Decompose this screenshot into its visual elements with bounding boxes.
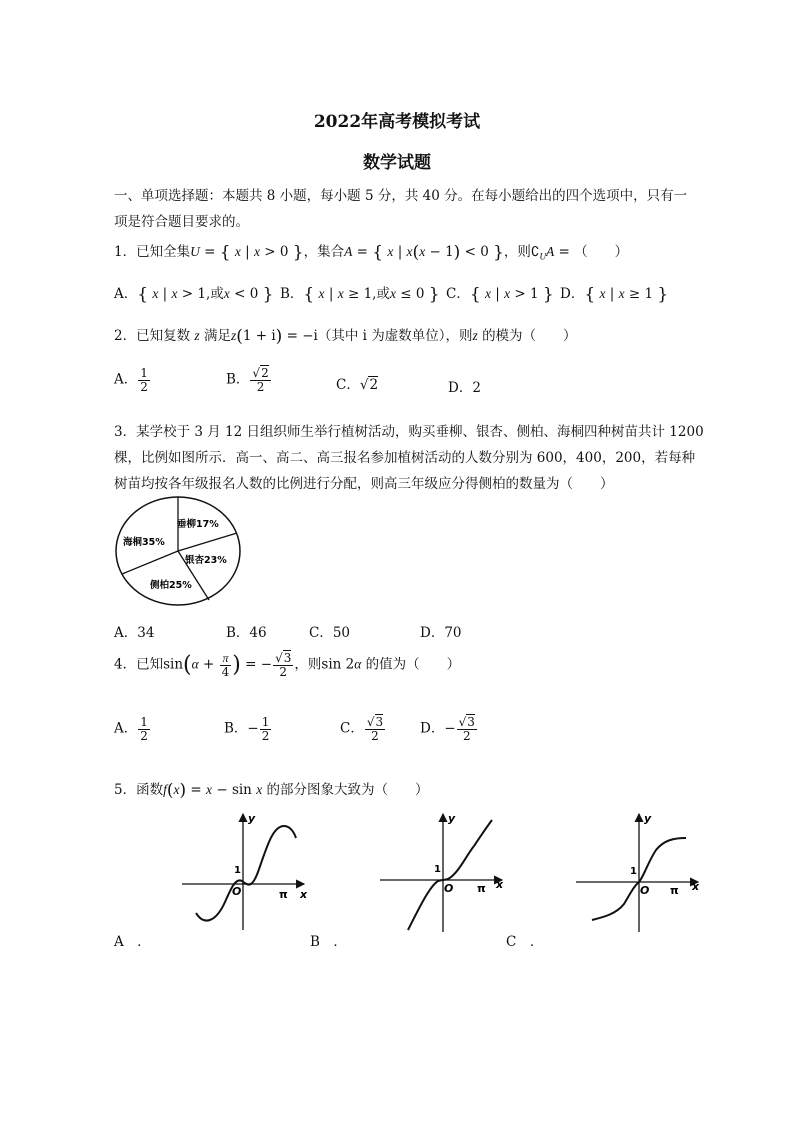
question-3-line2: 棵，比例如图所示．高一、高二、高三报名参加植树活动的人数分别为 600，400，200，若每种 bbox=[114, 450, 696, 466]
svg-text:x: x bbox=[692, 880, 700, 893]
option-2c[interactable]: C．√2 bbox=[336, 377, 379, 393]
pie-divider bbox=[178, 533, 237, 551]
option-1d[interactable]: D．{ x | x ≥ 1 } bbox=[560, 284, 669, 305]
svg-text:x: x bbox=[496, 878, 504, 891]
pie-divider bbox=[122, 551, 178, 574]
option-5b[interactable]: B ． bbox=[310, 934, 347, 950]
option-5c[interactable]: C ． bbox=[506, 934, 544, 950]
svg-text:π: π bbox=[477, 882, 486, 895]
option-3a[interactable]: A．34 bbox=[114, 625, 155, 641]
question-number: 2． bbox=[114, 328, 137, 344]
svg-text:y: y bbox=[644, 812, 652, 825]
curve bbox=[196, 826, 296, 921]
svg-text:O: O bbox=[232, 885, 242, 898]
pie-label-cebai: 侧柏25% bbox=[150, 580, 192, 591]
question-number: 4． bbox=[114, 656, 137, 673]
graph-b bbox=[378, 810, 508, 935]
option-2b[interactable]: B． $\frac{√2}{2}$ bbox=[226, 366, 269, 394]
section-instructions-line2: 项是符合题目要求的。 bbox=[114, 214, 249, 230]
option-2a[interactable]: A． $\frac{1}{2}$ bbox=[114, 366, 148, 394]
option-1b[interactable]: B．{ x | x ≥ 1,或x ≤ 0 } bbox=[280, 284, 440, 305]
option-1c[interactable]: C．{ x | x > 1 } bbox=[446, 284, 554, 305]
option-3b[interactable]: B．46 bbox=[226, 625, 267, 641]
pie-label-yinxing: 银杏23% bbox=[185, 555, 227, 566]
option-5a[interactable]: A ． bbox=[114, 934, 151, 950]
option-2d[interactable]: D．2 bbox=[448, 380, 481, 396]
svg-text:1: 1 bbox=[434, 864, 441, 875]
section-instructions-line1: 一、单项选择题：本题共 8 小题，每小题 5 分，共 40 分。在每小题给出的四个选项中，只有一 bbox=[114, 188, 688, 204]
question-2-stem: 2．已知复数 z 满足z(1 + i) = −i（其中 i 为虚数单位），则z 的模为（ ） bbox=[114, 326, 577, 347]
svg-text:O: O bbox=[640, 884, 650, 897]
question-number: 5． bbox=[114, 782, 137, 798]
option-3c[interactable]: C．50 bbox=[309, 625, 351, 641]
svg-text:y: y bbox=[448, 812, 456, 825]
svg-text:π: π bbox=[670, 884, 679, 897]
option-4d[interactable]: D．− $\frac{√3}{2}$ bbox=[420, 715, 475, 743]
question-5-stem: 5．函数f(x) = x − sin x 的部分图象大致为（ ） bbox=[114, 780, 429, 801]
pie-label-haitong: 海桐35% bbox=[123, 537, 165, 548]
option-4b[interactable]: B．− $\frac{1}{2}$ bbox=[224, 715, 270, 743]
pie-chart bbox=[110, 494, 250, 614]
graph-a bbox=[180, 810, 310, 935]
svg-text:π: π bbox=[279, 888, 288, 901]
svg-text:1: 1 bbox=[234, 865, 241, 876]
graph-c bbox=[574, 810, 704, 935]
question-4-stem: 4．已知sin(α + $\frac{\pi}{4}$ ) = − $\frac{√3}{2}$ ，则sin 2α 的值为（ ） bbox=[114, 651, 461, 679]
pie-label-chuiliu: 垂柳17% bbox=[177, 519, 219, 530]
question-3-line1: 3．某学校于 3 月 12 日组织师生举行植树活动，购买垂柳、银杏、侧柏、海桐四种树苗共计 1200 bbox=[114, 424, 704, 440]
exam-subtitle: 数学试题 bbox=[363, 153, 431, 173]
option-1a[interactable]: A．{ x | x > 1,或x < 0 } bbox=[114, 284, 274, 305]
svg-text:1: 1 bbox=[630, 866, 637, 877]
svg-text:y: y bbox=[248, 812, 256, 825]
svg-text:x: x bbox=[300, 888, 308, 901]
option-3d[interactable]: D．70 bbox=[420, 625, 462, 641]
option-4a[interactable]: A． $\frac{1}{2}$ bbox=[114, 715, 148, 743]
svg-text:O: O bbox=[444, 882, 454, 895]
exam-title: 2022年高考模拟考试 bbox=[313, 112, 481, 132]
question-3-line3: 树苗均按各年级报名人数的比例进行分配，则高三年级应分得侧柏的数量为（ ） bbox=[114, 476, 614, 492]
option-4c[interactable]: C． $\frac{√3}{2}$ bbox=[340, 715, 384, 743]
curve bbox=[408, 820, 492, 930]
question-1-stem: 1．已知全集U = { x | x > 0 }，集合A = { x | x(x − 1) < 0 }，则$∁_UA$ = （ ） bbox=[114, 242, 629, 263]
question-number: 1． bbox=[114, 244, 137, 260]
